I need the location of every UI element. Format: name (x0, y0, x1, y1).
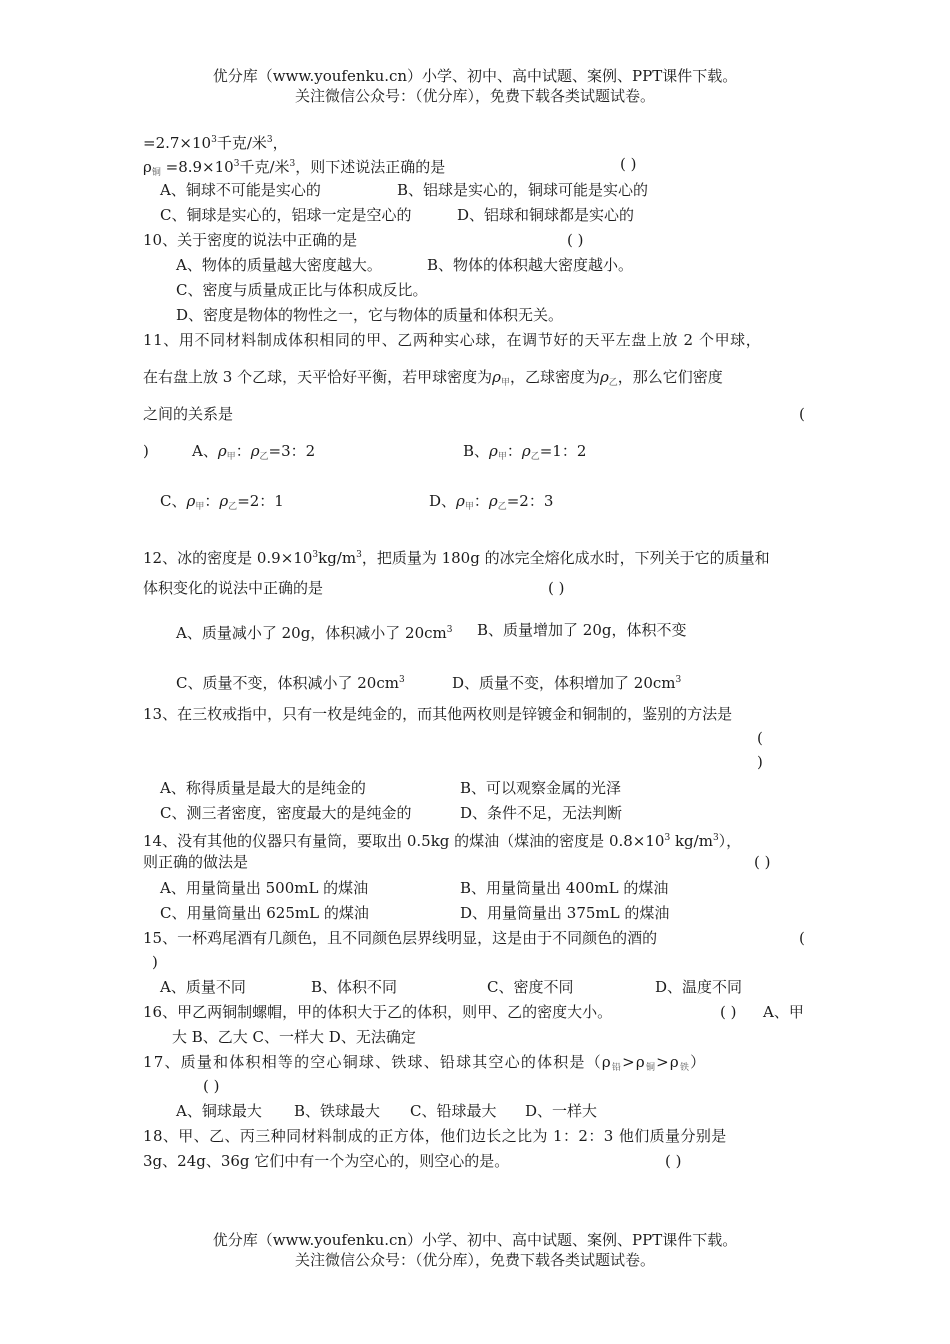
header-line-2: 关注微信公众号：（优分库），免费下载各类试题试卷。 (294, 87, 655, 105)
header-line-1: 优分库（www.youfenku.cn）小学、初中、高中试题、案例、PPT课件下载。 (212, 67, 738, 85)
q15-stem: 15、一杯鸡尾酒有几颜色，且不同颜色层界线明显，这是由于不同颜色的酒的 (143, 929, 658, 947)
q13-option-b: B、可以观察金属的光泽 (460, 779, 622, 797)
q18-line-1: 18、甲、乙、丙三种同材料制成的正方体，他们边长之比为 1：2：3 他们质量分别是 (143, 1127, 727, 1145)
footer-line-2: 关注微信公众号：（优分库），免费下载各类试题试卷。 (294, 1251, 655, 1269)
q9-option-c: C、铜球是实心的，铝球一定是空心的 (160, 206, 412, 224)
q16-options-line-2: 大 B、乙大 C、一样大 D、无法确定 (172, 1028, 416, 1046)
q9-option-a: A、铜球不可能是实心的 (160, 181, 321, 199)
q12-option-c: C、质量不变，体积减小了 $20cm^3$ (176, 674, 405, 692)
q9-option-d: D、铝球和铜球都是实心的 (457, 206, 635, 224)
q10-option-b: B、物体的体积越大密度越小。 (427, 256, 634, 274)
q14-option-a: A、用量筒量出 500mL 的煤油 (160, 879, 369, 897)
q11-paren-close: ) (143, 442, 149, 460)
q10-option-c: C、密度与质量成正比与体积成反比。 (176, 281, 428, 299)
q17-stem: 17、质量和体积相等的空心铜球、铁球、铅球其空心的体积是$(\rho_铅>\rho_铜>\rho_铁)$ (143, 1053, 707, 1073)
q10-stem: 10、关于密度的说法中正确的是 (143, 231, 358, 249)
q15-option-d: D、温度不同 (655, 978, 743, 996)
q12-line-1: 12、冰的密度是 $0.9\times 10^3kg/m^3$，把质量为 180g 的冰完全熔化成水时，下列关于它的质量和 (143, 549, 770, 567)
q12-option-d: D、质量不变，体积增加了 $20cm^3$ (452, 674, 682, 692)
q17-option-a: A、铜球最大 (176, 1102, 262, 1120)
q11-option-c: C、$\rho_甲$：$\rho_乙=2$：1 (160, 492, 284, 512)
q17-option-b: B、铁球最大 (294, 1102, 381, 1120)
q14-option-b: B、用量筒量出 400mL 的煤油 (460, 879, 669, 897)
q11-line-2: 在右盘上放 3 个乙球，天平恰好平衡，若甲球密度为$\rho_甲$，乙球密度为$\rho_乙$，那么它们密度 (143, 368, 723, 388)
q13-option-d: D、条件不足，无法判断 (460, 804, 623, 822)
q18-answer-paren: ( ) (665, 1152, 682, 1170)
q10-option-a: A、物体的质量越大密度越大。 (176, 256, 382, 274)
q12-option-b: B、质量增加了 20g，体积不变 (477, 621, 687, 639)
footer-line-1: 优分库（www.youfenku.cn）小学、初中、高中试题、案例、PPT课件下载。 (212, 1231, 738, 1249)
q14-option-d: D、用量筒量出 375mL 的煤油 (460, 904, 670, 922)
q17-option-c: C、铅球最大 (410, 1102, 497, 1120)
q10-option-d: D、密度是物体的物性之一，它与物体的质量和体积无关。 (176, 306, 564, 324)
q14-line-2: 则正确的做法是 (143, 853, 249, 871)
q13-option-a: A、称得质量是最大的是纯金的 (160, 779, 366, 797)
q13-paren-open: ( (757, 729, 763, 747)
q9-line-1: $=2.7\times 10^3$千克/米$^3$， (143, 134, 288, 152)
q15-paren-open: ( (799, 929, 805, 947)
q10-answer-paren: ( ) (567, 231, 584, 249)
q16-answer-paren: ( ) (720, 1003, 737, 1021)
q16-option-a: A、甲 (763, 1003, 804, 1021)
q12-option-a: A、质量减小了 20g，体积减小了 $20cm^3$ (176, 624, 453, 642)
q12-answer-paren: ( ) (548, 579, 565, 597)
q11-option-b: B、$\rho_甲$：$\rho_乙=1$：2 (463, 442, 587, 462)
q15-paren-close: ) (152, 953, 158, 971)
q11-option-d: D、$\rho_甲$：$\rho_乙=2$：3 (429, 492, 554, 512)
q13-stem: 13、在三枚戒指中，只有一枚是纯金的，而其他两枚则是锌镀金和铜制的，鉴别的方法是 (143, 705, 733, 723)
q13-option-c: C、测三者密度，密度最大的是纯金的 (160, 804, 412, 822)
q17-option-d: D、一样大 (525, 1102, 598, 1120)
q16-stem: 16、甲乙两铜制螺帽，甲的体积大于乙的体积，则甲、乙的密度大小。 (143, 1003, 613, 1021)
q17-answer-paren: ( ) (203, 1077, 220, 1095)
q11-line-1: 11、用不同材料制成体积相同的甲、乙两种实心球，在调节好的天平左盘上放 2 个甲球， (143, 331, 762, 349)
q18-line-2: 3g、24g、36g 它们中有一个为空心的，则空心的是。 (143, 1152, 510, 1170)
q14-option-c: C、用量筒量出 625mL 的煤油 (160, 904, 369, 922)
q9-option-b: B、铝球是实心的，铜球可能是实心的 (397, 181, 649, 199)
q13-paren-close: ) (757, 753, 763, 771)
q15-option-c: C、密度不同 (487, 978, 574, 996)
q11-option-a: A、$\rho_甲$：$\rho_乙=3$：2 (192, 442, 316, 462)
q9-line-2: $\rho_铜 =8.9\times 10^3$千克/米$^3$，则下述说法正确的是 (143, 158, 446, 178)
q11-line-3: 之间的关系是 (143, 405, 234, 423)
page-header (0, 66, 950, 106)
q15-option-a: A、质量不同 (160, 978, 246, 996)
page-footer (0, 1230, 950, 1270)
q11-paren-open: ( (799, 405, 805, 423)
q15-option-b: B、体积不同 (311, 978, 398, 996)
q14-answer-paren: ( ) (754, 853, 771, 871)
q12-line-2: 体积变化的说法中正确的是 (143, 579, 324, 597)
q9-answer-paren: ( ) (620, 155, 637, 173)
q14-line-1: 14、没有其他的仪器只有量筒，要取出 0.5kg 的煤油（煤油的密度是 $0.8\times 10^3$ $kg/m^3$）， (143, 832, 742, 850)
